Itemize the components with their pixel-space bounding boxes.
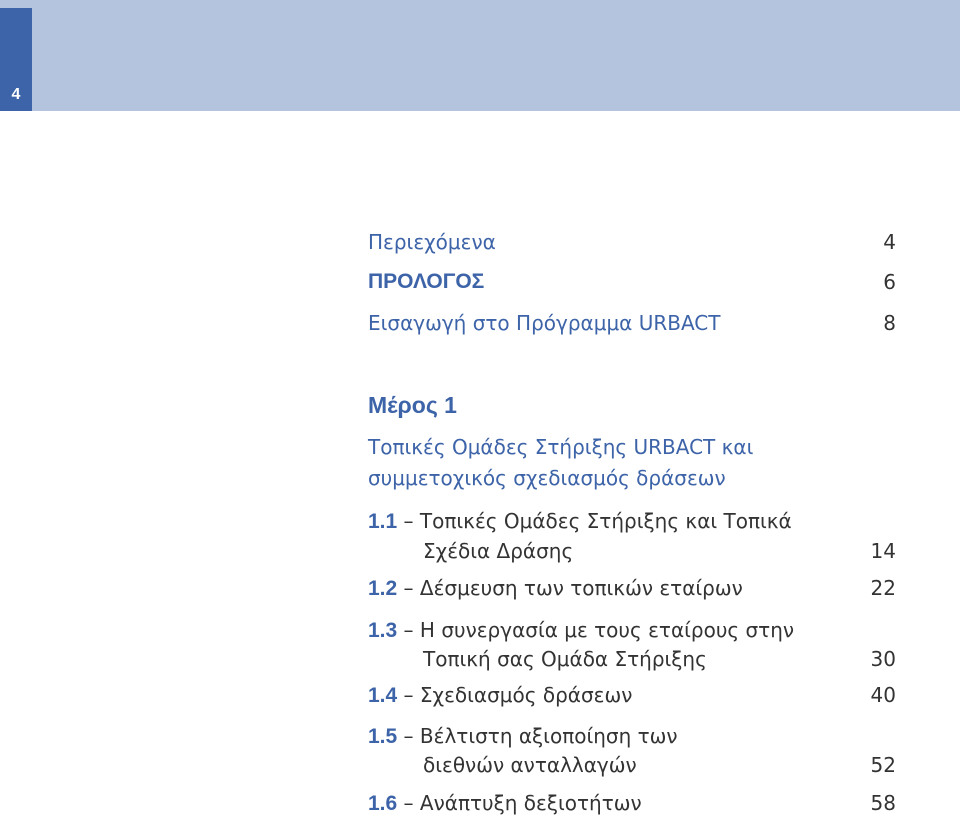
- section-separator: –: [397, 791, 420, 815]
- section-separator: –: [397, 724, 420, 748]
- section-separator: –: [397, 576, 420, 600]
- section-title: Βέλτιστη αξιοποίηση των: [419, 724, 678, 748]
- toc-entry-1-1[interactable]: [368, 506, 896, 536]
- toc-entry-page: 40: [870, 683, 896, 707]
- toc-entry-1-5[interactable]: [368, 721, 896, 751]
- toc-entry-page: 6: [883, 270, 896, 294]
- page-tab: [0, 8, 32, 111]
- section-title-cont: Τοπική σας Ομάδα Στήριξης: [423, 647, 707, 671]
- part-subtitle-line2: συμμετοχικός σχεδιασμός δράσεων: [368, 466, 726, 490]
- toc-entry-page: 14: [870, 539, 896, 563]
- section-separator: –: [397, 618, 420, 642]
- toc-entry-1-1-cont[interactable]: [368, 536, 896, 566]
- section-number: 1.3: [368, 619, 398, 642]
- part-subtitle-line1: Τοπικές Ομάδες Στήριξης URBACT και: [368, 435, 754, 459]
- section-number: 1.2: [368, 577, 398, 600]
- toc-entry-1-3-cont[interactable]: [368, 644, 896, 674]
- toc-entry-intro[interactable]: [368, 308, 896, 338]
- page-number: 4: [11, 86, 21, 103]
- toc-entry-1-3[interactable]: [368, 615, 896, 645]
- toc-entry-page: 52: [870, 753, 896, 777]
- section-number: 1.1: [368, 510, 398, 533]
- toc-entry-contents[interactable]: [368, 227, 896, 257]
- toc-entry-page: 8: [883, 311, 896, 335]
- toc-entry-page: 58: [870, 791, 896, 815]
- header-band: [0, 0, 960, 111]
- section-title: Η συνεργασία με τους εταίρους στην: [419, 618, 795, 642]
- section-title-cont: διεθνών ανταλλαγών: [423, 753, 637, 777]
- part-heading: Μέρος 1: [368, 392, 457, 418]
- section-title: Τοπικές Ομάδες Στήριξης και Τοπικά: [419, 509, 792, 533]
- toc-entry-1-2[interactable]: [368, 573, 896, 603]
- toc-entry-page: 22: [870, 576, 896, 600]
- toc-entry-1-6[interactable]: [368, 788, 896, 818]
- section-title: Σχεδιασμός δράσεων: [419, 683, 633, 707]
- section-number: 1.5: [368, 725, 398, 748]
- section-title: Ανάπτυξη δεξιοτήτων: [419, 791, 642, 815]
- section-separator: –: [397, 509, 420, 533]
- toc-entry-1-5-cont[interactable]: [368, 750, 896, 780]
- toc-entry-1-4[interactable]: [368, 680, 896, 710]
- toc-entry-title: Περιεχόμενα: [368, 230, 496, 254]
- toc-entry-title: Εισαγωγή στο Πρόγραμμα URBACT: [368, 311, 721, 335]
- section-title: Δέσμευση των τοπικών εταίρων: [419, 576, 743, 600]
- toc-entry-page: 30: [870, 647, 896, 671]
- section-number: 1.6: [368, 792, 398, 815]
- section-title-cont: Σχέδια Δράσης: [423, 539, 574, 563]
- toc-entry-prologue[interactable]: [368, 267, 896, 297]
- section-separator: –: [397, 683, 420, 707]
- section-number: 1.4: [368, 684, 398, 707]
- toc-entry-title: ΠΡΟΛΟΓΟΣ: [368, 270, 485, 293]
- toc-entry-page: 4: [883, 230, 896, 254]
